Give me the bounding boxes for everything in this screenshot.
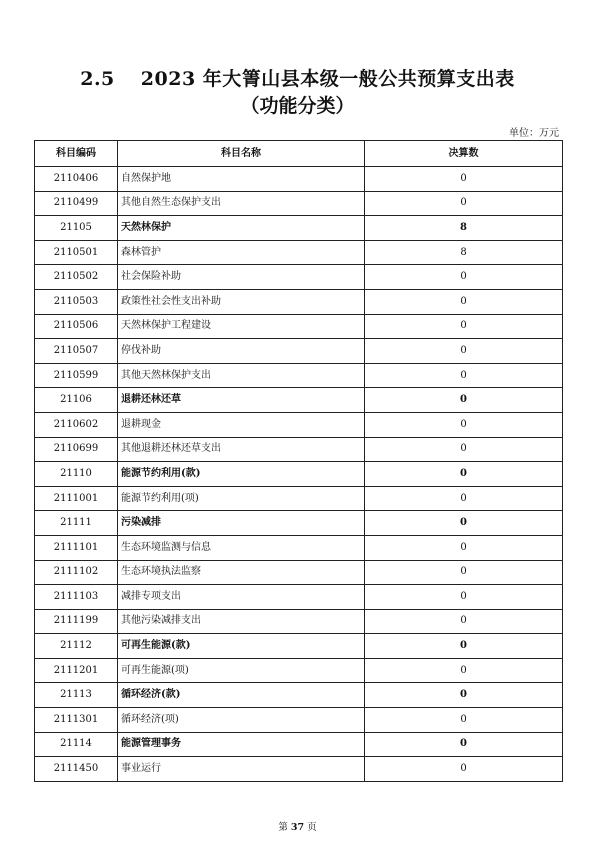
row-name: 可再生能源(项): [118, 658, 365, 683]
row-value: 0: [365, 339, 563, 364]
table-row: [35, 732, 563, 757]
row-code: 21110: [35, 462, 118, 487]
table-row: [35, 191, 563, 216]
row-value: 0: [365, 535, 563, 560]
table-row: [35, 240, 563, 265]
row-value: 0: [365, 265, 563, 290]
row-name: 能源节约利用(款): [118, 462, 365, 487]
row-name: 天然林保护: [118, 216, 365, 241]
row-value: 0: [365, 412, 563, 437]
row-value: 0: [365, 167, 563, 192]
row-code: 2111102: [35, 560, 118, 585]
header-code: 科目编码: [35, 141, 118, 167]
table-row: [35, 511, 563, 536]
table-row: [35, 585, 563, 610]
row-code: 21114: [35, 732, 118, 757]
row-value: 0: [365, 658, 563, 683]
row-name: 生态环境执法监察: [118, 560, 365, 585]
row-value: 0: [365, 289, 563, 314]
page-subtitle: （功能分类）: [240, 95, 355, 117]
row-code: 2110406: [35, 167, 118, 192]
header-value: 决算数: [365, 141, 563, 167]
table-row: [35, 289, 563, 314]
table-row: [35, 167, 563, 192]
row-code: 2111450: [35, 757, 118, 782]
row-value: 0: [365, 732, 563, 757]
row-value: 0: [365, 314, 563, 339]
row-code: 2110599: [35, 363, 118, 388]
row-name: 天然林保护工程建设: [118, 314, 365, 339]
table-row: [35, 216, 563, 241]
row-name: 能源管理事务: [118, 732, 365, 757]
row-name: 能源节约利用(项): [118, 486, 365, 511]
table-row: [35, 658, 563, 683]
row-name: 其他天然林保护支出: [118, 363, 365, 388]
header-name: 科目名称: [118, 141, 365, 167]
row-code: 21112: [35, 634, 118, 659]
row-code: 21113: [35, 683, 118, 708]
table-row: [35, 412, 563, 437]
table-row: [35, 486, 563, 511]
table-row: [35, 437, 563, 462]
table-row: [35, 708, 563, 733]
row-name: 循环经济(项): [118, 708, 365, 733]
row-value: 0: [365, 462, 563, 487]
row-code: 2110602: [35, 412, 118, 437]
table-row: [35, 634, 563, 659]
table-row: [35, 314, 563, 339]
row-name: 社会保险补助: [118, 265, 365, 290]
table-row: [35, 265, 563, 290]
table-header-row: [35, 141, 563, 167]
row-code: 2111199: [35, 609, 118, 634]
row-value: 0: [365, 486, 563, 511]
row-value: 0: [365, 683, 563, 708]
row-value: 8: [365, 216, 563, 241]
table-row: [35, 560, 563, 585]
row-value: 0: [365, 560, 563, 585]
row-name: 生态环境监测与信息: [118, 535, 365, 560]
row-name: 停伐补助: [118, 339, 365, 364]
row-code: 2110499: [35, 191, 118, 216]
row-code: 2110506: [35, 314, 118, 339]
row-name: 事业运行: [118, 757, 365, 782]
page-number: 37: [290, 822, 305, 833]
row-name: 其他污染减排支出: [118, 609, 365, 634]
row-value: 0: [365, 585, 563, 610]
row-code: 2110503: [35, 289, 118, 314]
row-name: 退耕还林还草: [118, 388, 365, 413]
row-code: 2110699: [35, 437, 118, 462]
unit-label: 单位：万元: [509, 128, 559, 139]
row-name: 退耕现金: [118, 412, 365, 437]
row-code: 2111301: [35, 708, 118, 733]
table-row: [35, 683, 563, 708]
footer-prefix: 第: [278, 822, 288, 833]
table-row: [35, 535, 563, 560]
table-row: [35, 609, 563, 634]
table-row: [35, 339, 563, 364]
row-value: 0: [365, 388, 563, 413]
row-name: 其他自然生态保护支出: [118, 191, 365, 216]
row-code: 2110501: [35, 240, 118, 265]
row-code: 2111201: [35, 658, 118, 683]
table-row: [35, 363, 563, 388]
row-name: 其他退耕还林还草支出: [118, 437, 365, 462]
row-value: 0: [365, 363, 563, 388]
table-body: [35, 167, 563, 782]
row-value: 0: [365, 511, 563, 536]
page-title: [0, 64, 595, 91]
row-code: 2111001: [35, 486, 118, 511]
row-code: 21106: [35, 388, 118, 413]
row-value: 0: [365, 634, 563, 659]
row-code: 2111101: [35, 535, 118, 560]
row-value: 0: [365, 757, 563, 782]
section-number: 2.5: [80, 68, 115, 90]
budget-table: [34, 140, 563, 782]
table-row: [35, 462, 563, 487]
row-value: 0: [365, 437, 563, 462]
table-row: [35, 388, 563, 413]
row-code: 2110507: [35, 339, 118, 364]
title-text: 2023 年大箐山县本级一般公共预算支出表: [140, 68, 515, 90]
row-name: 森林管护: [118, 240, 365, 265]
row-value: 0: [365, 191, 563, 216]
footer-suffix: 页: [307, 822, 317, 833]
row-value: 0: [365, 708, 563, 733]
row-name: 循环经济(款): [118, 683, 365, 708]
row-name: 污染减排: [118, 511, 365, 536]
row-name: 可再生能源(款): [118, 634, 365, 659]
row-value: 8: [365, 240, 563, 265]
page-footer: [0, 819, 595, 833]
row-code: 21111: [35, 511, 118, 536]
row-code: 2110502: [35, 265, 118, 290]
row-code: 2111103: [35, 585, 118, 610]
row-name: 减排专项支出: [118, 585, 365, 610]
row-name: 自然保护地: [118, 167, 365, 192]
row-name: 政策性社会性支出补助: [118, 289, 365, 314]
row-code: 21105: [35, 216, 118, 241]
row-value: 0: [365, 609, 563, 634]
table-row: [35, 757, 563, 782]
